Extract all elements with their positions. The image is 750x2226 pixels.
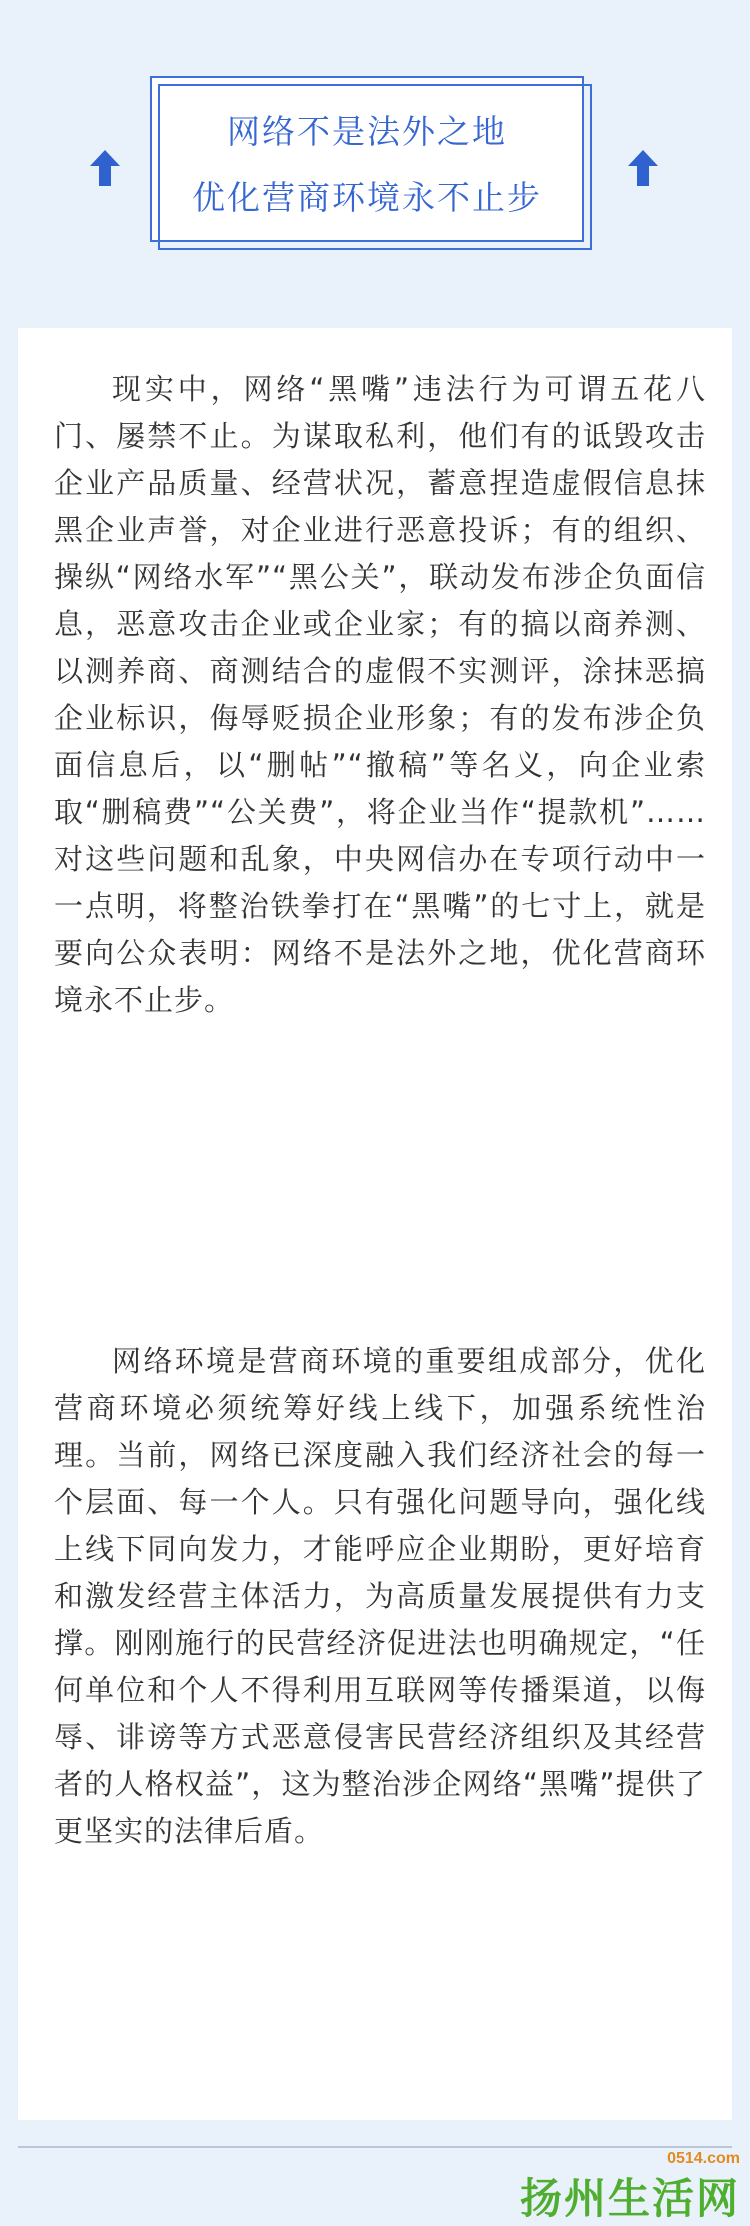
article-body bbox=[18, 328, 732, 2120]
title-line-1: 网络不是法外之地 bbox=[227, 112, 507, 151]
article-paragraph-2: 网络环境是营商环境的重要组成部分，优化营商环境必须统筹好线上线下，加强系统性治理。当前，网络已深度融入我们经济社会的每一个层面、每一个人。只有强化问题导向，强化线上线下同向发力，才能呼应企业期盼，更好培育和激发经营主体活力，为高质量发展提供有力支撑。刚刚施行的民营经济促进法也明确规定，“任何单位和个人不得利用互联网等传播渠道，以侮辱、诽谤等方式恶意侵害民营经济组织及其经营者的人格权益”，这为整治涉企网络“黑嘴”提供了更坚实的法律后盾。 bbox=[54, 1344, 706, 1848]
site-watermark-logo bbox=[520, 2150, 750, 2223]
site-name: 扬州生活网 bbox=[520, 2174, 741, 2223]
article-paragraph-1: 现实中，网络“黑嘴”违法行为可谓五花八门、屡禁不止。为谋取私利，他们有的诋毁攻击企业产品质量、经营状况，蓄意捏造虚假信息抹黑企业声誉，对企业进行恶意投诉；有的组织、操纵“网络水军”“黑公关”，联动发布涉企负面信息，恶意攻击企业或企业家；有的搞以商养测、以测养商、商测结合的虚假不实测评，涂抹恶搞企业标识，侮辱贬损企业形象；有的发布涉企负面信息后，以“删帖”“撤稿”等名义，向企业索取“删稿费”“公关费”，将企业当作“提款机”……对这些问题和乱象，中央网信办在专项行动中一一点明，将整治铁拳打在“黑嘴”的七寸上，就是要向公众表明：网络不是法外之地，优化营商环境永不止步。 bbox=[54, 372, 706, 1017]
up-arrow-icon bbox=[626, 148, 660, 188]
site-code: 0514.com bbox=[667, 2150, 740, 2167]
title-box bbox=[150, 76, 584, 242]
bottom-divider bbox=[18, 2146, 732, 2148]
title-line-2: 优化营商环境永不止步 bbox=[192, 178, 542, 217]
up-arrow-icon bbox=[88, 148, 122, 188]
